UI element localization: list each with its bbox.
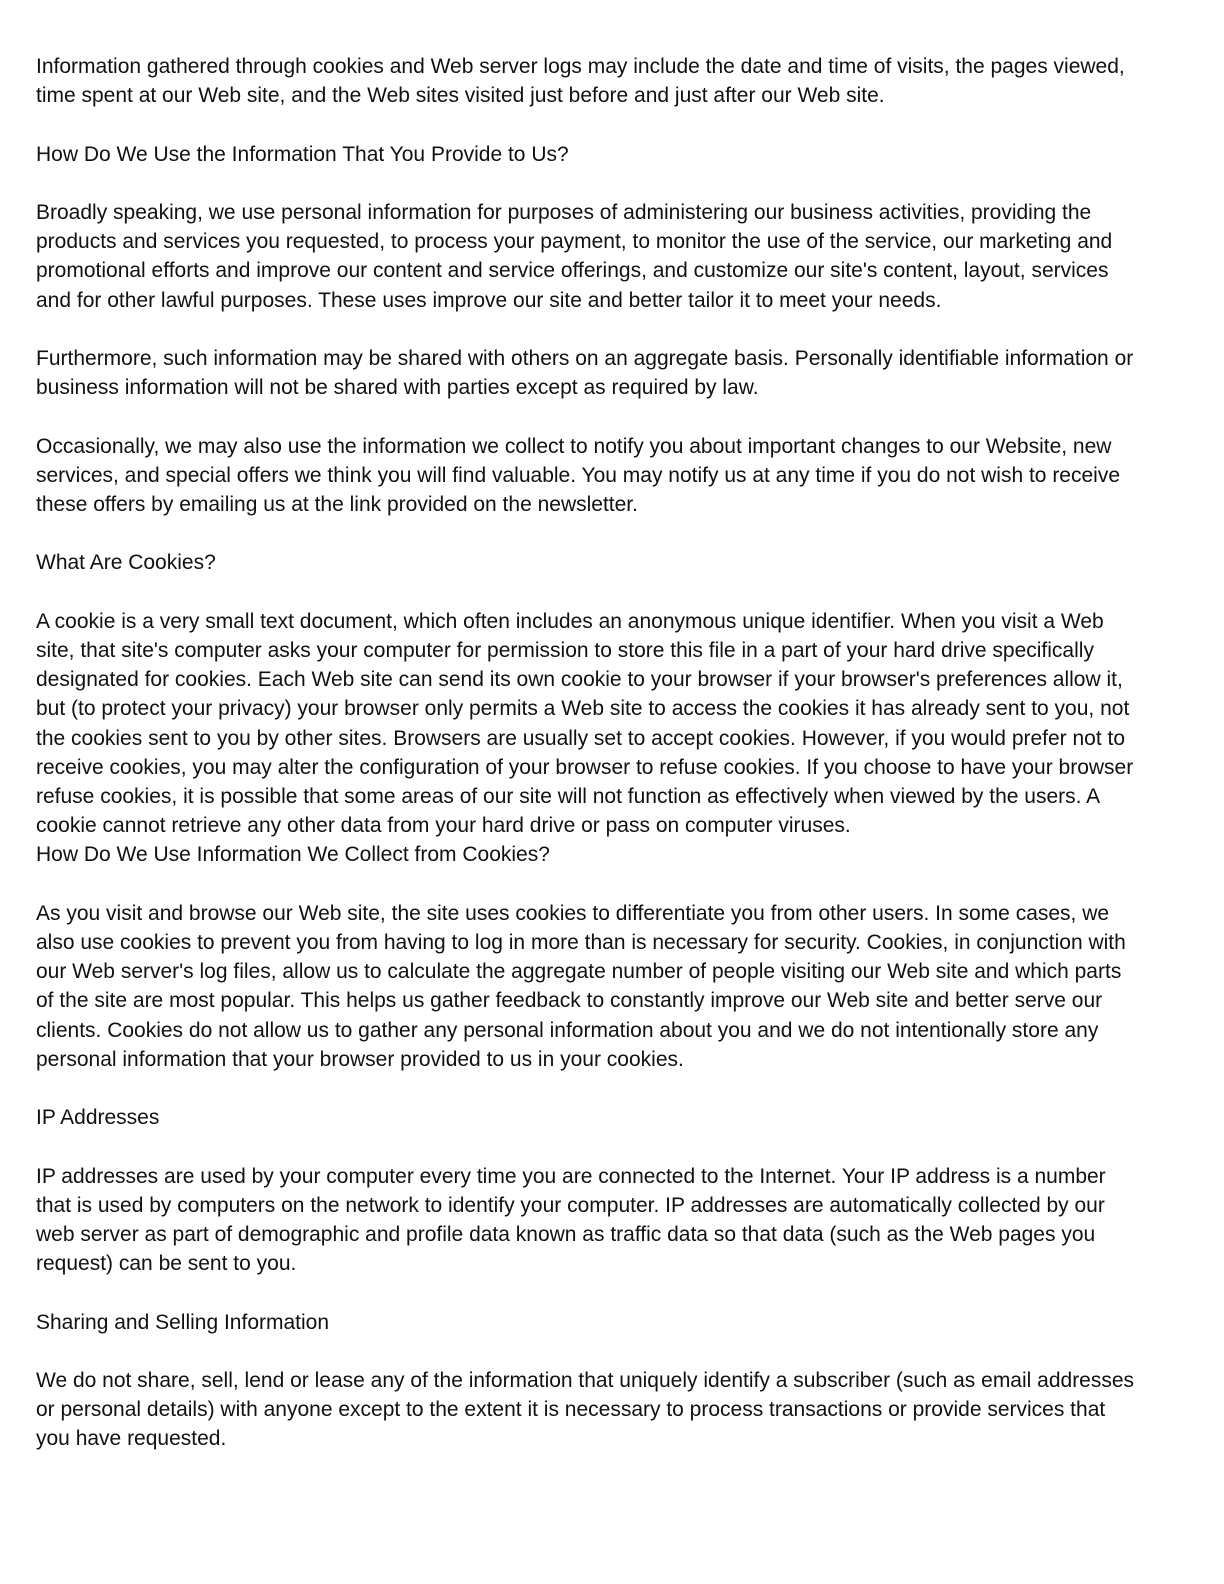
spacer bbox=[36, 578, 1186, 607]
paragraph-furthermore: Furthermore, such information may be shared with others on an aggregate basis. Personally identifiable information or business information will not be shared with parties except as required by law. bbox=[36, 346, 1134, 400]
spacer bbox=[36, 1074, 1186, 1103]
spacer bbox=[36, 1337, 1186, 1366]
spacer bbox=[36, 169, 1186, 198]
heading-sharing-selling: Sharing and Selling Information bbox=[36, 1310, 330, 1334]
spacer bbox=[36, 110, 1186, 139]
spacer bbox=[36, 315, 1186, 344]
paragraph-ip-addresses: IP addresses are used by your computer every time you are connected to the Internet. Your IP address is a number that is used by computers on the network to identify your computer. IP addresses are automatically collected by our web server as part of demographic and profile data known as traffic data so that data (such as the Web pages you request) can be sent to you. bbox=[36, 1164, 1106, 1276]
paragraph-broadly-speaking: Broadly speaking, we use personal information for purposes of administering our business activities, providing the products and services you requested, to process your payment, to monitor the use of the service, our marketing and promotional efforts and improve our content and service offerings, and customize our site's content, layout, services and for other lawful purposes. These uses improve our site and better tailor it to meet your needs. bbox=[36, 200, 1113, 312]
spacer bbox=[36, 1278, 1186, 1307]
heading-ip-addresses: IP Addresses bbox=[36, 1106, 160, 1130]
heading-use-cookie-information: How Do We Use Information We Collect from Cookies? bbox=[36, 843, 550, 867]
document-page bbox=[36, 52, 1186, 1454]
spacer bbox=[36, 1132, 1186, 1161]
spacer bbox=[36, 870, 1186, 899]
paragraph-cookies-logs: Information gathered through cookies and Web server logs may include the date and time of visits, the pages viewed, time spent at our Web site, and the Web sites visited just before and just after our Web site. bbox=[36, 55, 1125, 108]
spacer bbox=[36, 402, 1186, 431]
heading-use-information: How Do We Use the Information That You Provide to Us? bbox=[36, 142, 569, 166]
paragraph-sharing-selling: We do not share, sell, lend or lease any of the information that uniquely identify a subscriber (such as email addresses or personal details) with anyone except to the extent it is necessary to process transactions or provide services that you have requested. bbox=[36, 1368, 1135, 1451]
heading-what-are-cookies: What Are Cookies? bbox=[36, 551, 216, 575]
paragraph-browse-site: As you visit and browse our Web site, the site uses cookies to differentiate you from other users. In some cases, we also use cookies to prevent you from having to log in more than is necessary for security. Cookies, in conjunction with our Web server's log files, allow us to calculate the aggregate number of people visiting our Web site and which parts of the site are most popular. This helps us gather feedback to constantly improve our Web site and better serve our clients. Cookies do not allow us to gather any personal information about you and we do not intentionally store any personal information that your browser provided to us in your cookies. bbox=[36, 901, 1126, 1071]
paragraph-cookie-definition: A cookie is a very small text document, which often includes an anonymous unique identifier. When you visit a Web site, that site's computer asks your computer for permission to store this file in a part of your hard drive specifically designated for cookies. Each Web site can send its own cookie to your browser if your browser's preferences allow it, but (to protect your privacy) your browser only permits a Web site to access the cookies it has already sent to you, not the cookies sent to you by other sites. Browsers are usually set to accept cookies. However, if you would prefer not to receive cookies, you may alter the configuration of your browser to refuse cookies. If you choose to have your browser refuse cookies, it is possible that some areas of our site will not function as effectively when viewed by the users. A cookie cannot retrieve any other data from your hard drive or pass on computer viruses. bbox=[36, 609, 1134, 838]
spacer bbox=[36, 519, 1186, 548]
paragraph-occasionally: Occasionally, we may also use the information we collect to notify you about important changes to our Website, new services, and special offers we think you will find valuable. You may notify us at any time if you do not wish to receive these offers by emailing us at the link provided on the newsletter. bbox=[36, 434, 1121, 516]
